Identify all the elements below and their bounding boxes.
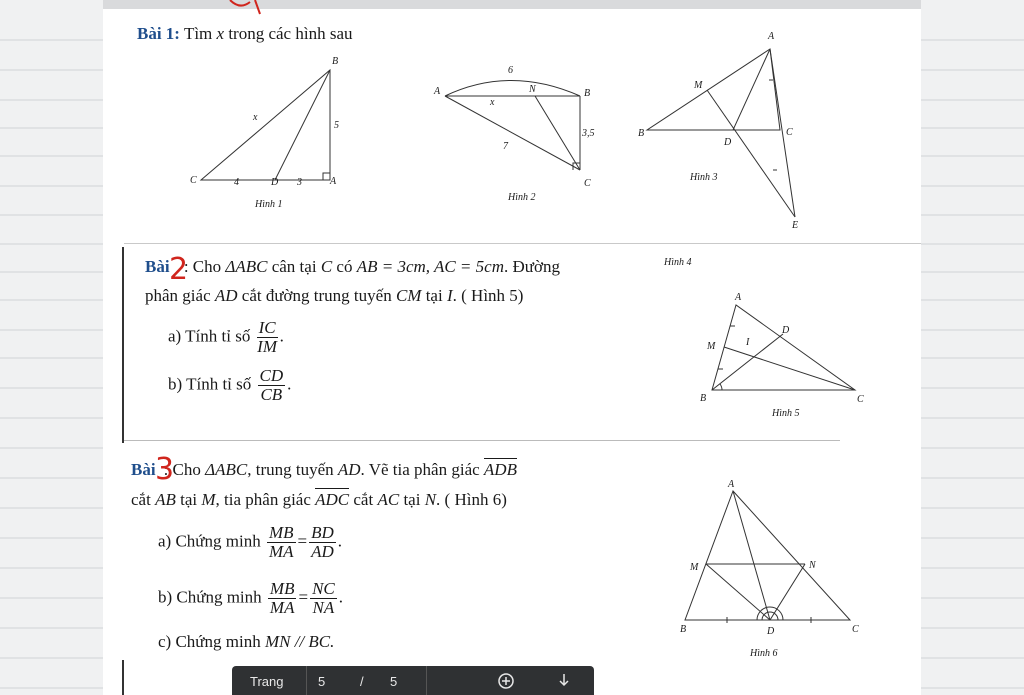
bai2-var-cm: CM [395, 286, 422, 305]
bai1-text-after: trong các hình sau [228, 24, 353, 43]
figure-hinh-2 [430, 65, 600, 185]
fig3-label-B: B [638, 128, 645, 139]
bai3-a-d2: AD [311, 541, 334, 561]
fig2-label-N: N [529, 84, 536, 95]
fig6-label-A: A [728, 479, 735, 490]
zoom-in-icon[interactable] [496, 671, 516, 691]
fig3-label-A: A [768, 31, 775, 42]
toolbar-separator-1 [306, 666, 307, 695]
bai3-b-frac-2 [310, 580, 337, 617]
fig1-label-x: x [253, 112, 258, 123]
bai2-line-2 [145, 286, 523, 306]
bai2-a-den: IM [257, 336, 277, 356]
bai2-part-b: b) Tính tỉ số $\frac{CD}{CB}$ . [168, 366, 292, 404]
bai1-heading [137, 24, 352, 44]
bai2-var-i: I [446, 286, 453, 305]
fig1-label-5: 5 [334, 120, 339, 131]
bai3-text-tia-phan-giac: , tia phân giác [215, 490, 311, 509]
fig1-label-3: 3 [297, 177, 302, 188]
bai1-var: x [216, 24, 225, 43]
bai2-text-duong: . Đường [503, 257, 560, 276]
fig6-label-M: M [690, 562, 699, 573]
fig2-label-C: C [584, 178, 591, 189]
section-divider [124, 243, 921, 244]
fig2-label-A: A [434, 86, 441, 97]
bai3-a-frac-1 [267, 524, 296, 561]
bai2-a-num: IC [258, 318, 276, 337]
bai2-label: Bài [145, 257, 170, 276]
fig3-label-M: M [694, 80, 703, 91]
bai2-a-fraction [257, 319, 278, 356]
bai2-text-can-tai: cân tại [271, 257, 317, 276]
bai3-b-d1: MA [269, 597, 295, 617]
bai2-triangle: ΔABC [225, 257, 268, 276]
bai2-b-label: b) Tính tỉ số [168, 374, 252, 394]
bai2-equation: AB = 3cm, AC = 5cm [356, 257, 504, 276]
fig5-label-A: A [735, 292, 742, 303]
fig1-label-A: A [330, 176, 337, 187]
fig6-label-C: C [852, 624, 859, 635]
bai3-text-hinh6: . ( Hình 6) [436, 490, 507, 509]
fig3-caption: Hình 3 [690, 172, 718, 183]
toolbar-total-pages: 5 [390, 674, 398, 689]
bai2-text-trung-tuyen: cắt đường trung tuyến [241, 286, 392, 305]
bai3-part-b: b) Chứng minh $\frac{MB}{MA}$ = $\frac{NC}{NA}$ . [158, 579, 343, 617]
fig3-label-E: E [792, 220, 799, 231]
bai3-text-ve-tia: . Vẽ tia phân giác [360, 460, 480, 479]
figure-hinh-5 [700, 290, 870, 405]
toolbar-page-label: Trang [250, 674, 284, 689]
bai3-a-n2: BD [311, 523, 334, 542]
left-margin-bar [122, 247, 124, 443]
toolbar-page-slash: / [360, 674, 364, 689]
figure-hinh-3 [630, 35, 810, 230]
bai3-part-a: a) Chứng minh $\frac{MB}{MA}$ = $\frac{BD}{AD}$ . [158, 523, 343, 561]
bai3-angle-adc: ADC [315, 490, 350, 509]
fig1-caption: Hình 1 [255, 199, 283, 210]
fig1-label-4: 4 [234, 177, 239, 188]
handwritten-number-two: 2 [169, 252, 189, 287]
bai3-b-n1: MB [269, 579, 295, 598]
toolbar-current-page[interactable]: 5 [318, 674, 326, 689]
bai2-b-fraction [258, 367, 286, 404]
bai3-text-cat: cắt [131, 490, 151, 509]
bai3-text-tai-2: tại [403, 490, 421, 509]
figure-hinh-6 [675, 478, 865, 638]
fig2-label-x: x [490, 97, 495, 108]
fig1-label-D: D [271, 177, 279, 188]
left-margin-bar-2 [122, 660, 124, 695]
handwritten-mark-top [225, 0, 275, 16]
fig5-label-B: B [700, 393, 707, 404]
fig2-label-35: 3,5 [582, 128, 595, 139]
bai2-var-c: C [320, 257, 333, 276]
bai3-b-frac-1 [268, 580, 297, 617]
bai3-var-n: N [424, 490, 437, 509]
bai2-text-phan-giac: phân giác [145, 286, 211, 305]
fig5-caption: Hình 5 [772, 408, 800, 419]
bai2-b-den: CB [260, 384, 283, 404]
bai3-var-ab: AB [155, 490, 176, 509]
bai3-a-frac-2 [309, 524, 336, 561]
bai3-var-m: M [201, 490, 216, 509]
bai3-line-2 [131, 490, 507, 510]
section-divider-2 [124, 440, 840, 441]
bai2-label-suffix: : Cho [183, 257, 222, 276]
fig1-label-B: B [332, 56, 339, 67]
fig2-caption: Hình 2 [508, 192, 536, 203]
bai3-line-1 [131, 460, 517, 480]
bai2-a-label: a) Tính tỉ số [168, 326, 251, 346]
bai3-angle-adb: ADB [483, 460, 517, 479]
bai3-b-label: b) Chứng minh [158, 587, 262, 607]
figure-hinh-1 [180, 55, 360, 215]
fig3-label-C: C [786, 127, 793, 138]
fig5-label-M: M [707, 341, 716, 352]
bai2-text-hinh5: . ( Hình 5) [452, 286, 524, 305]
fig2-label-7: 7 [503, 141, 508, 152]
bai2-text-tai: tại [425, 286, 443, 305]
bai2-line-1 [145, 257, 560, 277]
bai3-text-cho: : Cho [163, 460, 201, 479]
bai1-text-before: Tìm [183, 24, 213, 43]
fig4-caption: Hình 4 [664, 257, 692, 268]
bai3-a-label: a) Chứng minh [158, 531, 261, 551]
bai2-var-ad: AD [214, 286, 238, 305]
fig1-label-C: C [190, 175, 197, 186]
bai2-b-num: CD [259, 366, 284, 385]
toolbar-separator-2 [426, 666, 427, 695]
bai3-c-expr: MN // BC. [264, 632, 335, 651]
fig5-label-I: I [746, 337, 750, 348]
bai3-text-trung-tuyen: , trung tuyến [247, 460, 334, 479]
bai3-text-cat-2: cắt [353, 490, 374, 509]
fig6-label-D: D [767, 626, 775, 637]
bai3-triangle: ΔABC [205, 460, 248, 479]
bai2-part-a: a) Tính tỉ số $\frac{IC}{IM}$ . [168, 318, 284, 356]
bai3-b-n2: NC [312, 579, 335, 598]
handwritten-number-three: 3 [155, 452, 175, 487]
bai3-var-ac: AC [377, 490, 400, 509]
bai2-text-co: có [336, 257, 353, 276]
fig6-caption: Hình 6 [750, 648, 778, 659]
bai3-var-ad: AD [337, 460, 361, 479]
bai3-part-c [158, 632, 334, 652]
bai3-c-label: c) Chứng minh [158, 632, 261, 651]
bai3-label: Bài [131, 460, 156, 479]
fig2-label-B: B [584, 88, 591, 99]
fig2-label-6: 6 [508, 65, 513, 76]
fig6-label-N: N [809, 560, 816, 571]
fig6-label-B: B [680, 624, 687, 635]
fig5-label-C: C [857, 394, 864, 405]
page-toolbar [232, 666, 594, 695]
fig5-label-D: D [782, 325, 790, 336]
bai3-a-n1: MB [268, 523, 294, 542]
bai3-text-tai: tại [180, 490, 198, 509]
download-icon[interactable] [554, 671, 574, 691]
bai3-b-d2: NA [312, 597, 335, 617]
fig3-label-D: D [724, 137, 732, 148]
bai3-a-d1: MA [268, 541, 294, 561]
bai1-label: Bài 1: [137, 24, 180, 43]
